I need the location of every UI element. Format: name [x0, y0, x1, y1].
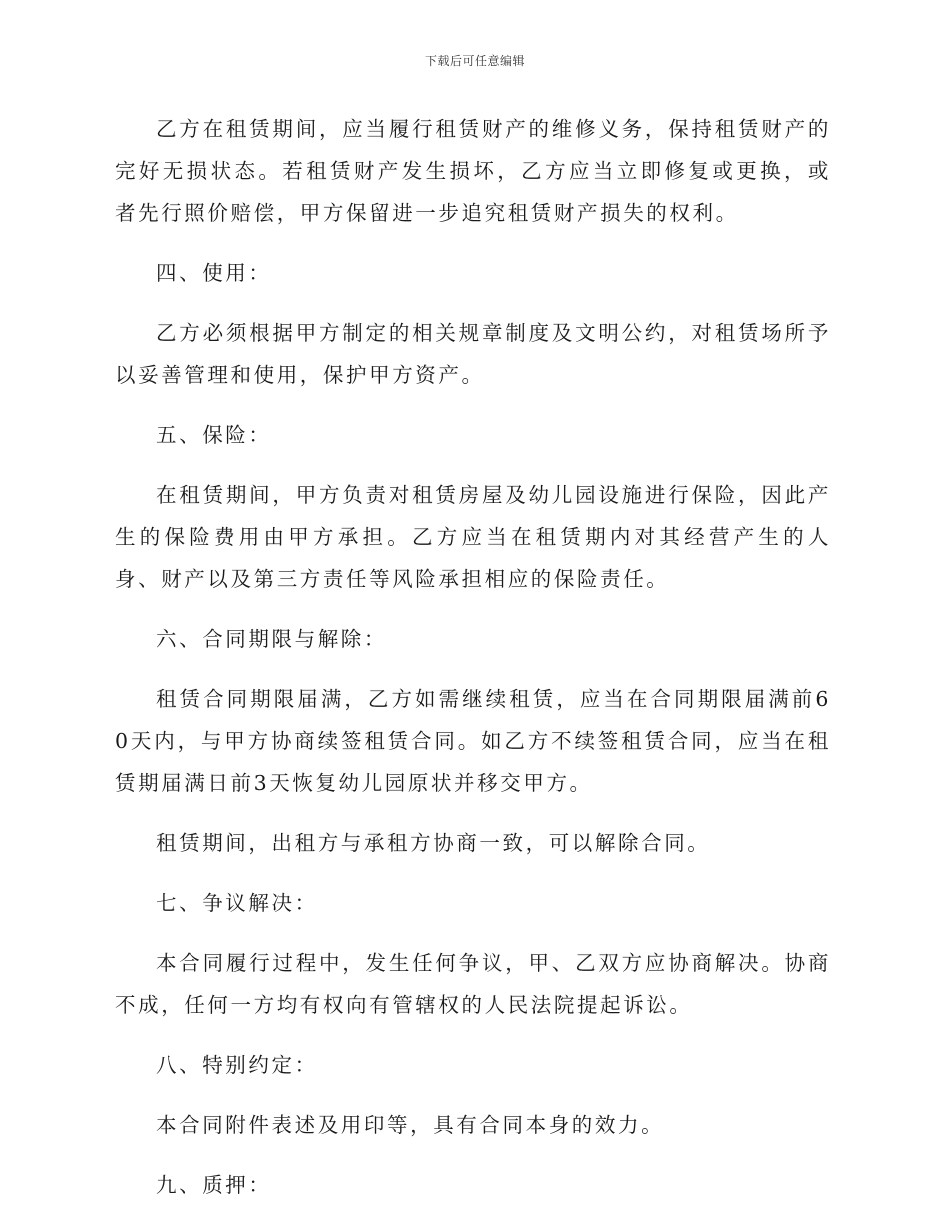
paragraph-special: 本合同附件表述及用印等，具有合同本身的效力。 — [156, 1113, 665, 1137]
section-heading-pledge: 九、质押： — [156, 1173, 272, 1197]
section-heading-insurance: 五、保险： — [156, 423, 272, 447]
paragraph-dispute: 本合同履行过程中，发生任何争议，甲、乙双方应协商解决。协商不成，任何一方均有权向有管辖权的人民法院提起诉讼。 — [115, 951, 831, 1017]
paragraph-use: 乙方必须根据甲方制定的相关规章制度及文明公约，对租赁场所予以妥善管理和使用，保护甲方资产。 — [115, 321, 831, 387]
page-header: 下载后可任意编辑 — [424, 54, 525, 68]
paragraph-maintenance: 乙方在租赁期间，应当履行租赁财产的维修义务，保持租赁财产的完好无损状态。若租赁财产发生损坏，乙方应当立即修复或更换，或者先行照价赔偿，甲方保留进一步追究租赁财产损失的权利。 — [115, 117, 831, 225]
section-heading-term: 六、合同期限与解除： — [156, 627, 387, 651]
paragraph-insurance: 在租赁期间，甲方负责对租赁房屋及幼儿园设施进行保险，因此产生的保险费用由甲方承担。乙方应当在租赁期内对其经营产生的人身、财产以及第三方责任等风险承担相应的保险责任。 — [115, 483, 831, 591]
section-heading-special: 八、特别约定： — [156, 1053, 318, 1077]
paragraph-term-renewal: 租赁合同期限届满，乙方如需继续租赁，应当在合同期限届满前60天内，与甲方协商续签租赁合同。如乙方不续签租赁合同，应当在租赁期届满日前3天恢复幼儿园原状并移交甲方。 — [115, 687, 831, 795]
document-body — [115, 108, 831, 1224]
section-heading-dispute: 七、争议解决： — [156, 891, 318, 915]
section-heading-use: 四、使用： — [156, 261, 272, 285]
paragraph-term-termination: 租赁期间，出租方与承租方协商一致，可以解除合同。 — [156, 831, 711, 855]
